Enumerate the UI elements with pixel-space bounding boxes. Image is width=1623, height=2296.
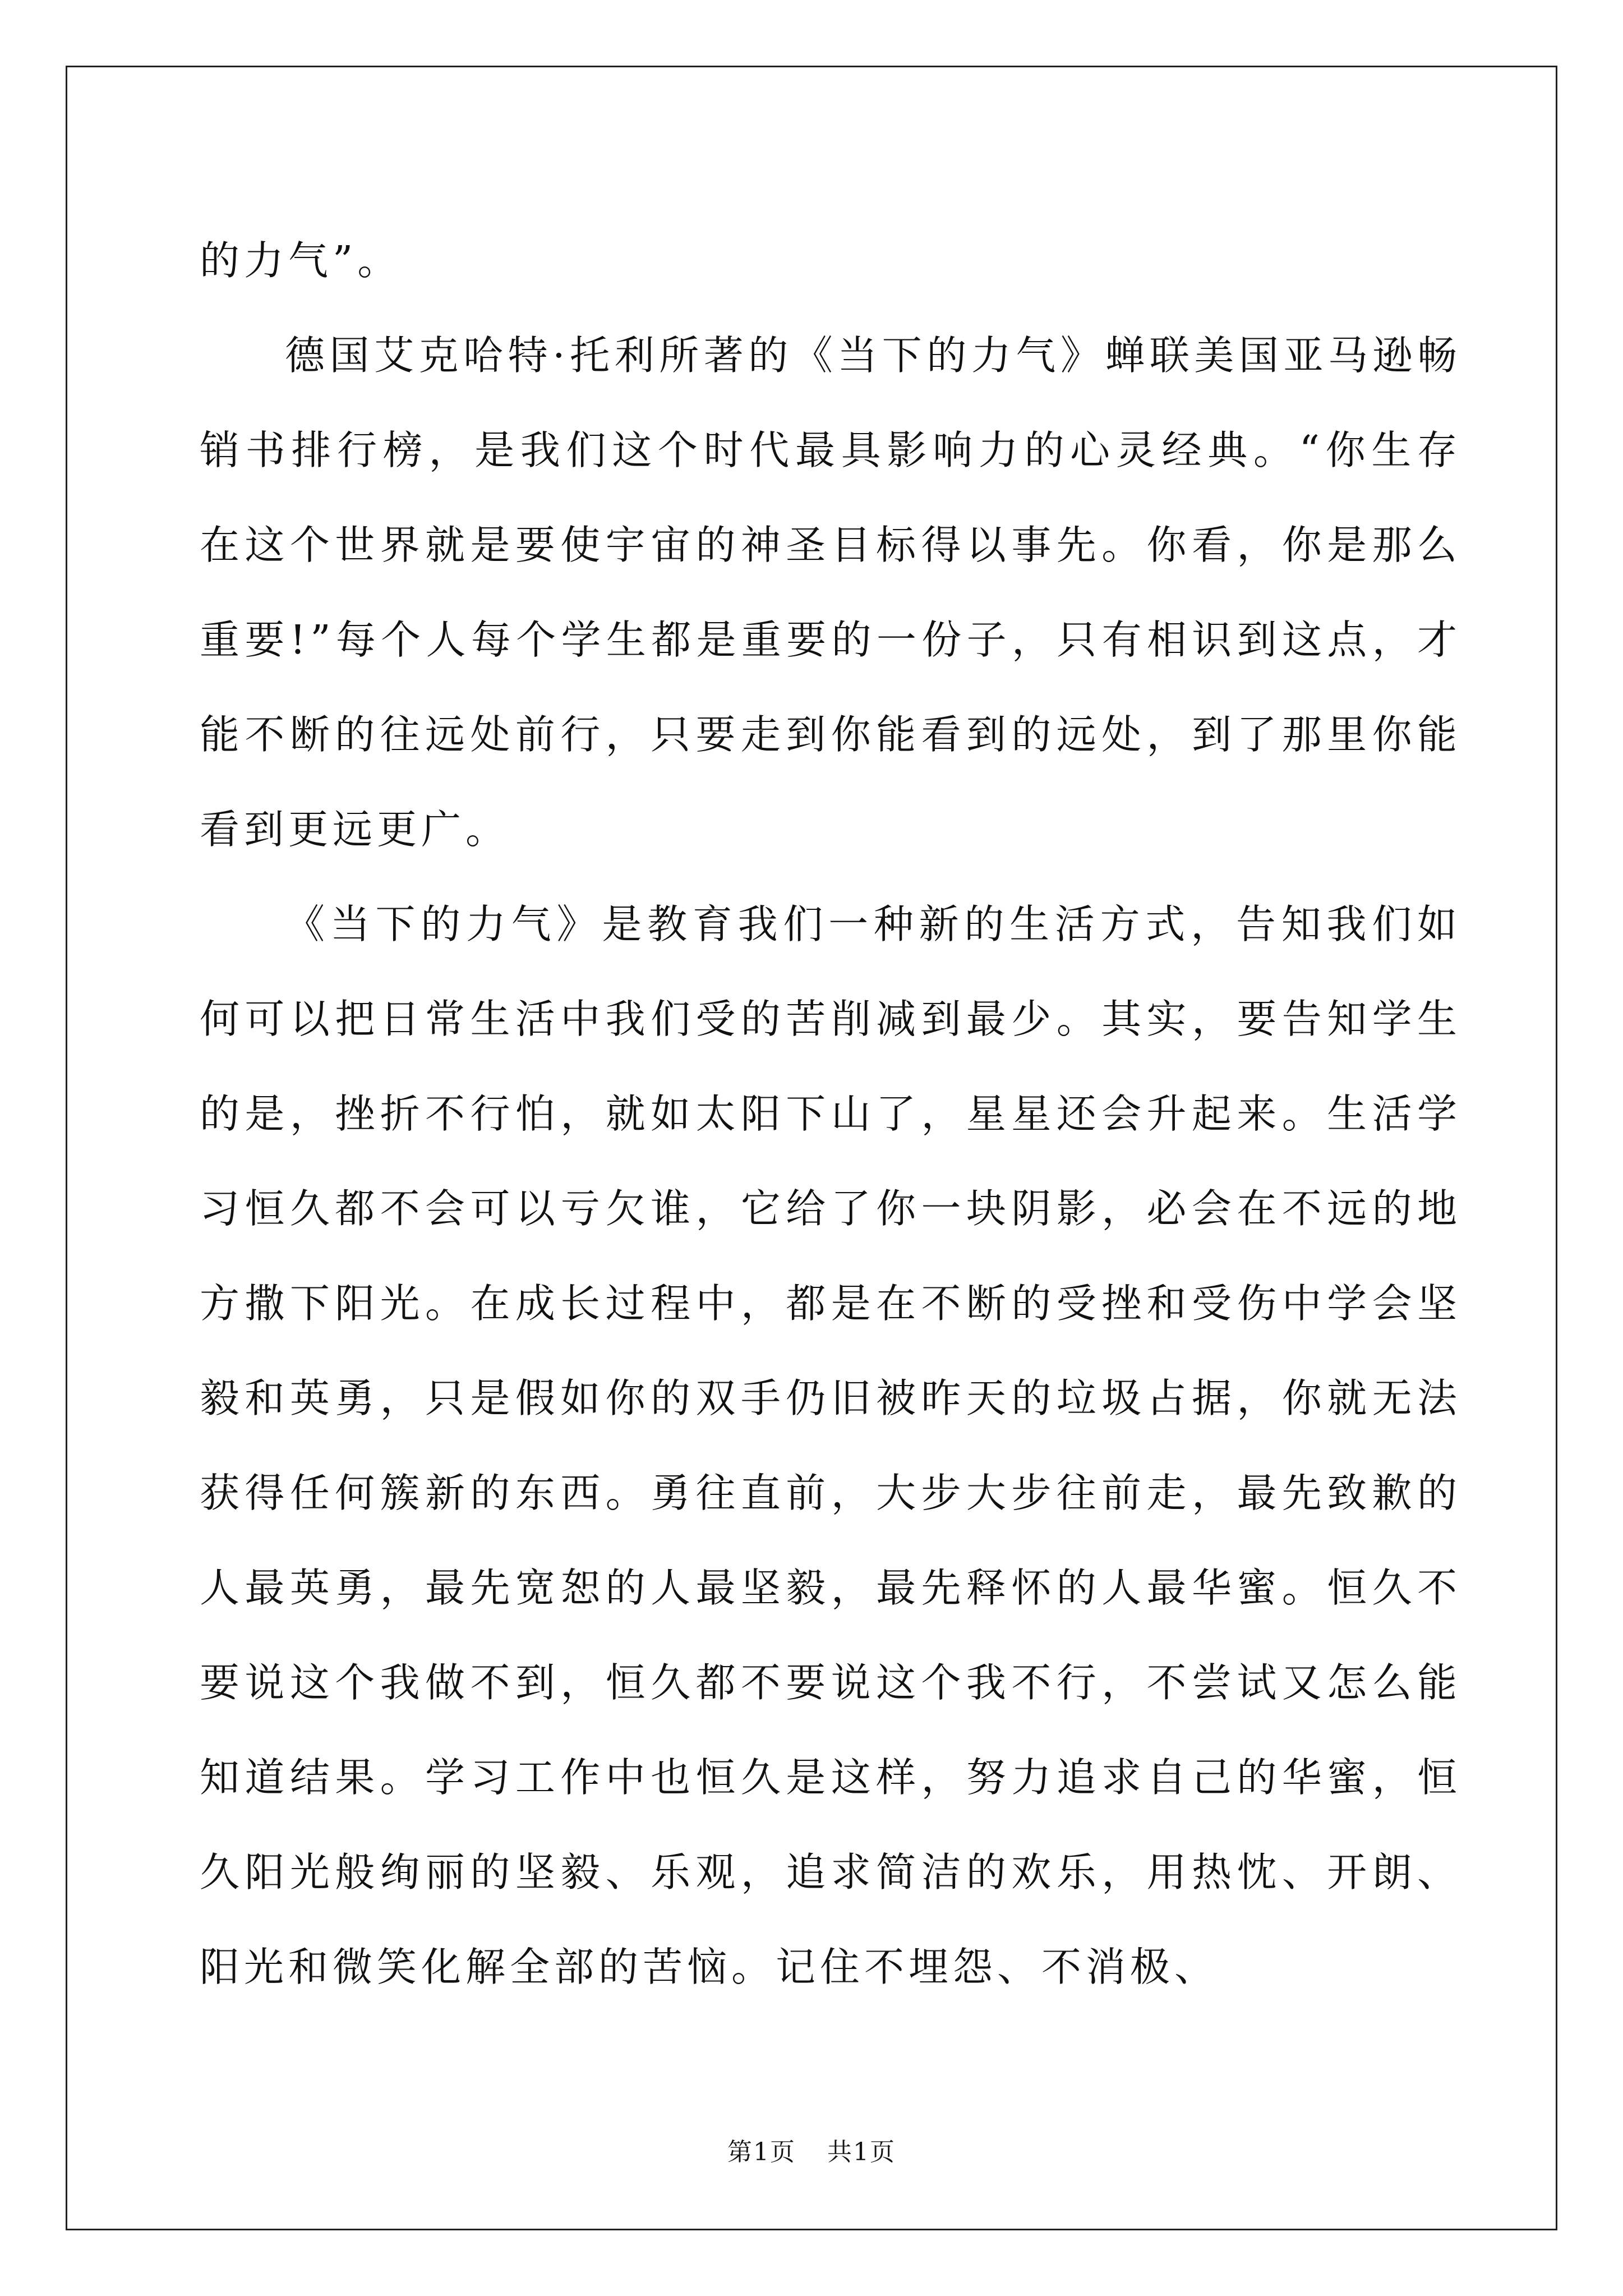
page-total: 共1页 — [827, 2138, 896, 2166]
paragraph-book-intro: 德国艾克哈特·托利所著的《当下的力气》蝉联美国亚马逊畅销书排行榜，是我们这个时代最具影响力的心灵经典。“你生存在这个世界就是要使宇宙的神圣目标得以事先。你看，你是那么重要!”每个人每个学生都是重要的一份子，只有相识到这点，才能不断的往远处前行，只要走到你能看到的远处，到了那里你能看到更远更广。 — [200, 332, 1461, 853]
page-footer — [0, 2132, 1623, 2168]
paragraph-life-lesson: 《当下的力气》是教育我们一种新的生活方式，告知我们如何可以把日常生活中我们受的苦削减到最少。其实，要告知学生的是，挫折不行怕，就如太阳下山了，星星还会升起来。生活学习恒久都不会可以亏欠谁，它给了你一块阴影，必会在不远的地方撒下阳光。在成长过程中，都是在不断的受挫和受伤中学会坚毅和英勇，只是假如你的双手仍旧被昨天的垃圾占据，你就无法获得任何簇新的东西。勇往直前，大步大步往前走，最先致歉的人最英勇，最先宽恕的人最坚毅，最先释怀的人最华蜜。恒久不要说这个我做不到，恒久都不要说这个我不行，不尝试又怎么能知道结果。学习工作中也恒久是这样，努力追求自己的华蜜，恒久阳光般绚丽的坚毅、乐观，追求简洁的欢乐，用热忱、开朗、阳光和微笑化解全部的苦恼。记住不埋怨、不消极、 — [200, 901, 1461, 1990]
page-number: 第1页 — [727, 2138, 796, 2166]
document-body — [200, 213, 1461, 2014]
paragraph-continuation: 的力气”。 — [200, 237, 402, 284]
